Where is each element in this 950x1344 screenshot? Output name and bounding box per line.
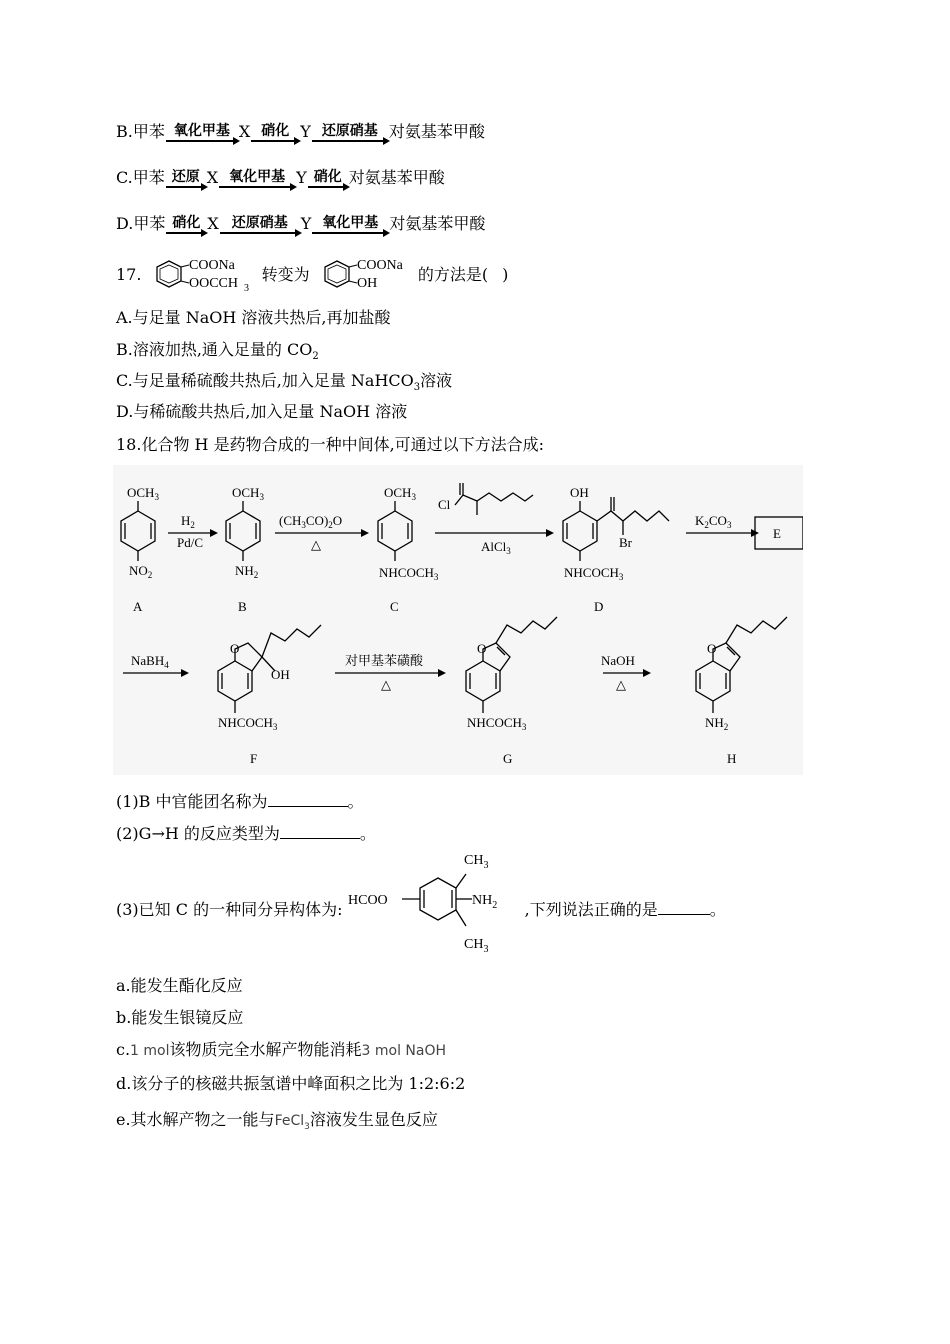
svg-text:△: △ xyxy=(616,677,626,692)
option-a: a.能发生酯化反应 xyxy=(116,976,243,995)
reaction-condition: 氧化甲基 xyxy=(322,215,379,231)
svg-text:NHCOCH3: $NHCOCH_3$ xyxy=(379,565,439,582)
salicylate-structure xyxy=(315,255,413,295)
aspirin-sodium-structure xyxy=(147,255,257,295)
reaction-condition: 还原硝基 xyxy=(321,123,378,139)
reaction-arrow xyxy=(308,186,348,188)
svg-text:OH: OH xyxy=(356,276,377,291)
svg-text:OOCCH: OOCCH xyxy=(188,276,238,291)
svg-text:O: O xyxy=(230,641,240,656)
q18-part3: (3)已知 C 的一种同分异构体为: HCOO $NH_2$ $CH_3$ $CH_3$ ,下列说法正确的是 。 xyxy=(116,848,726,960)
reagent: $(CH_3CO)_2O$ xyxy=(279,513,343,530)
reaction-condition: 氧化甲基 xyxy=(173,123,230,139)
option-text: B.甲苯 xyxy=(116,122,165,141)
answer-blank[interactable] xyxy=(280,822,360,839)
q18-part1: (1)B 中官能团名称为 。 xyxy=(116,792,364,811)
reaction-condition: 还原硝基 xyxy=(231,215,288,231)
reaction-condition: 硝化 xyxy=(172,215,201,231)
label-a: A xyxy=(133,599,143,614)
answer-blank[interactable] xyxy=(658,898,710,915)
svg-text:NH2: $NH_2$ xyxy=(235,563,259,580)
label-b: B xyxy=(238,599,247,614)
a-substituent: $NO_2$ xyxy=(129,563,153,580)
svg-text:CH3: $CH_3$ xyxy=(463,937,489,955)
reaction-arrow xyxy=(251,140,299,142)
reaction-arrow xyxy=(312,140,388,142)
svg-text:AlCl3: AlCl$_3$ xyxy=(481,539,511,556)
svg-text:NHCOCH3: $NHCOCH_3$ xyxy=(218,715,278,732)
reaction-condition: 氧化甲基 xyxy=(229,169,286,185)
reaction-arrow xyxy=(219,186,295,188)
q18-stem: 18.化合物 H 是药物合成的一种中间体,可通过以下方法合成: xyxy=(116,435,545,454)
svg-text:△: △ xyxy=(311,537,321,552)
a-substituent: $OCH_3$ xyxy=(127,485,159,502)
reaction-condition: 硝化 xyxy=(261,123,290,139)
q17-option-b: B.溶液加热,通入足量的 $CO_2$ xyxy=(116,340,319,363)
svg-text:NaOH: NaOH xyxy=(601,653,635,668)
synthesis-scheme xyxy=(113,465,803,775)
svg-text:OH: OH xyxy=(271,667,290,682)
svg-text:O: O xyxy=(477,641,487,656)
option-d: d.该分子的核磁共振氢谱中峰面积之比为 1:2:6:2 xyxy=(116,1074,466,1093)
svg-text:K2CO3: $K_2CO_3$ xyxy=(695,513,732,530)
label-c: C xyxy=(390,599,399,614)
svg-text:3: 3 xyxy=(243,283,249,294)
svg-text:OCH3: $OCH_3$ xyxy=(232,485,264,502)
svg-text:O: O xyxy=(707,641,717,656)
q17-stem: 17. COONa OOCCH 3 转变为 COONa OH 的方法是( ) xyxy=(116,255,508,295)
reaction-arrow xyxy=(166,232,206,234)
reaction-arrow xyxy=(166,186,206,188)
reaction-arrow xyxy=(166,140,238,142)
svg-text:NHCOCH3: $NHCOCH_3$ xyxy=(564,565,624,582)
svg-text:NaBH4: NaBH$_4$ xyxy=(131,653,169,670)
reaction-condition: 还原 xyxy=(171,169,200,185)
svg-text:对甲基苯磺酸: 对甲基苯磺酸 xyxy=(345,653,424,668)
label-h: H xyxy=(727,751,737,766)
answer-blank[interactable] xyxy=(268,790,348,807)
q16-option-c: C.甲苯 还原 X 氧化甲基 Y 硝化 对氨基苯甲酸 xyxy=(116,168,445,187)
q17-option-c: C.与足量稀硫酸共热后,加入足量 NaHCO$_3$溶液 xyxy=(116,371,453,394)
svg-text:NHCOCH3: $NHCOCH_3$ xyxy=(467,715,527,732)
svg-text:COONa: COONa xyxy=(356,258,403,273)
svg-text:OH: OH xyxy=(570,485,589,500)
svg-text:NH2: $NH_2$ xyxy=(705,715,729,732)
q16-option-d: D.甲苯 硝化 X 还原硝基 Y 氧化甲基 对氨基苯甲酸 xyxy=(116,214,486,233)
q18-part2: (2)G→H 的反应类型为 。 xyxy=(116,824,376,843)
option-e: e.其水解产物之一能与FeCl$_3$溶液发生显色反应 xyxy=(116,1110,438,1133)
label-g: G xyxy=(503,751,513,766)
reaction-condition: 硝化 xyxy=(313,169,342,185)
svg-text:NH2: $NH_2$ xyxy=(471,893,497,911)
label-f: F xyxy=(250,751,258,766)
isomer-structure xyxy=(348,848,520,960)
svg-text:COONa: COONa xyxy=(188,258,235,273)
q17-option-a: A.与足量 NaOH 溶液共热后,再加盐酸 xyxy=(116,308,391,327)
option-b: b.能发生银镜反应 xyxy=(116,1008,244,1027)
svg-text:HCOO: HCOO xyxy=(347,893,388,908)
reaction-arrow xyxy=(220,232,300,234)
label-d: D xyxy=(594,599,604,614)
reagent: Pd/C xyxy=(177,535,204,550)
svg-text:Br: Br xyxy=(619,535,632,550)
svg-text:OCH3: $OCH_3$ xyxy=(384,485,416,502)
option-c: c.1 mol该物质完全水解产物能消耗3 mol NaOH xyxy=(116,1040,447,1059)
svg-text:Cl: Cl xyxy=(438,497,451,512)
reagent: $H_2$ xyxy=(181,513,195,530)
reaction-arrow xyxy=(312,232,388,234)
svg-text:CH3: $CH_3$ xyxy=(463,853,489,871)
q16-option-b: B.甲苯 氧化甲基 X 硝化 Y 还原硝基 对氨基苯甲酸 xyxy=(116,122,485,141)
q17-option-d: D.与稀硫酸共热后,加入足量 NaOH 溶液 xyxy=(116,402,408,421)
svg-text:△: △ xyxy=(381,677,391,692)
label-e: E xyxy=(773,526,781,541)
